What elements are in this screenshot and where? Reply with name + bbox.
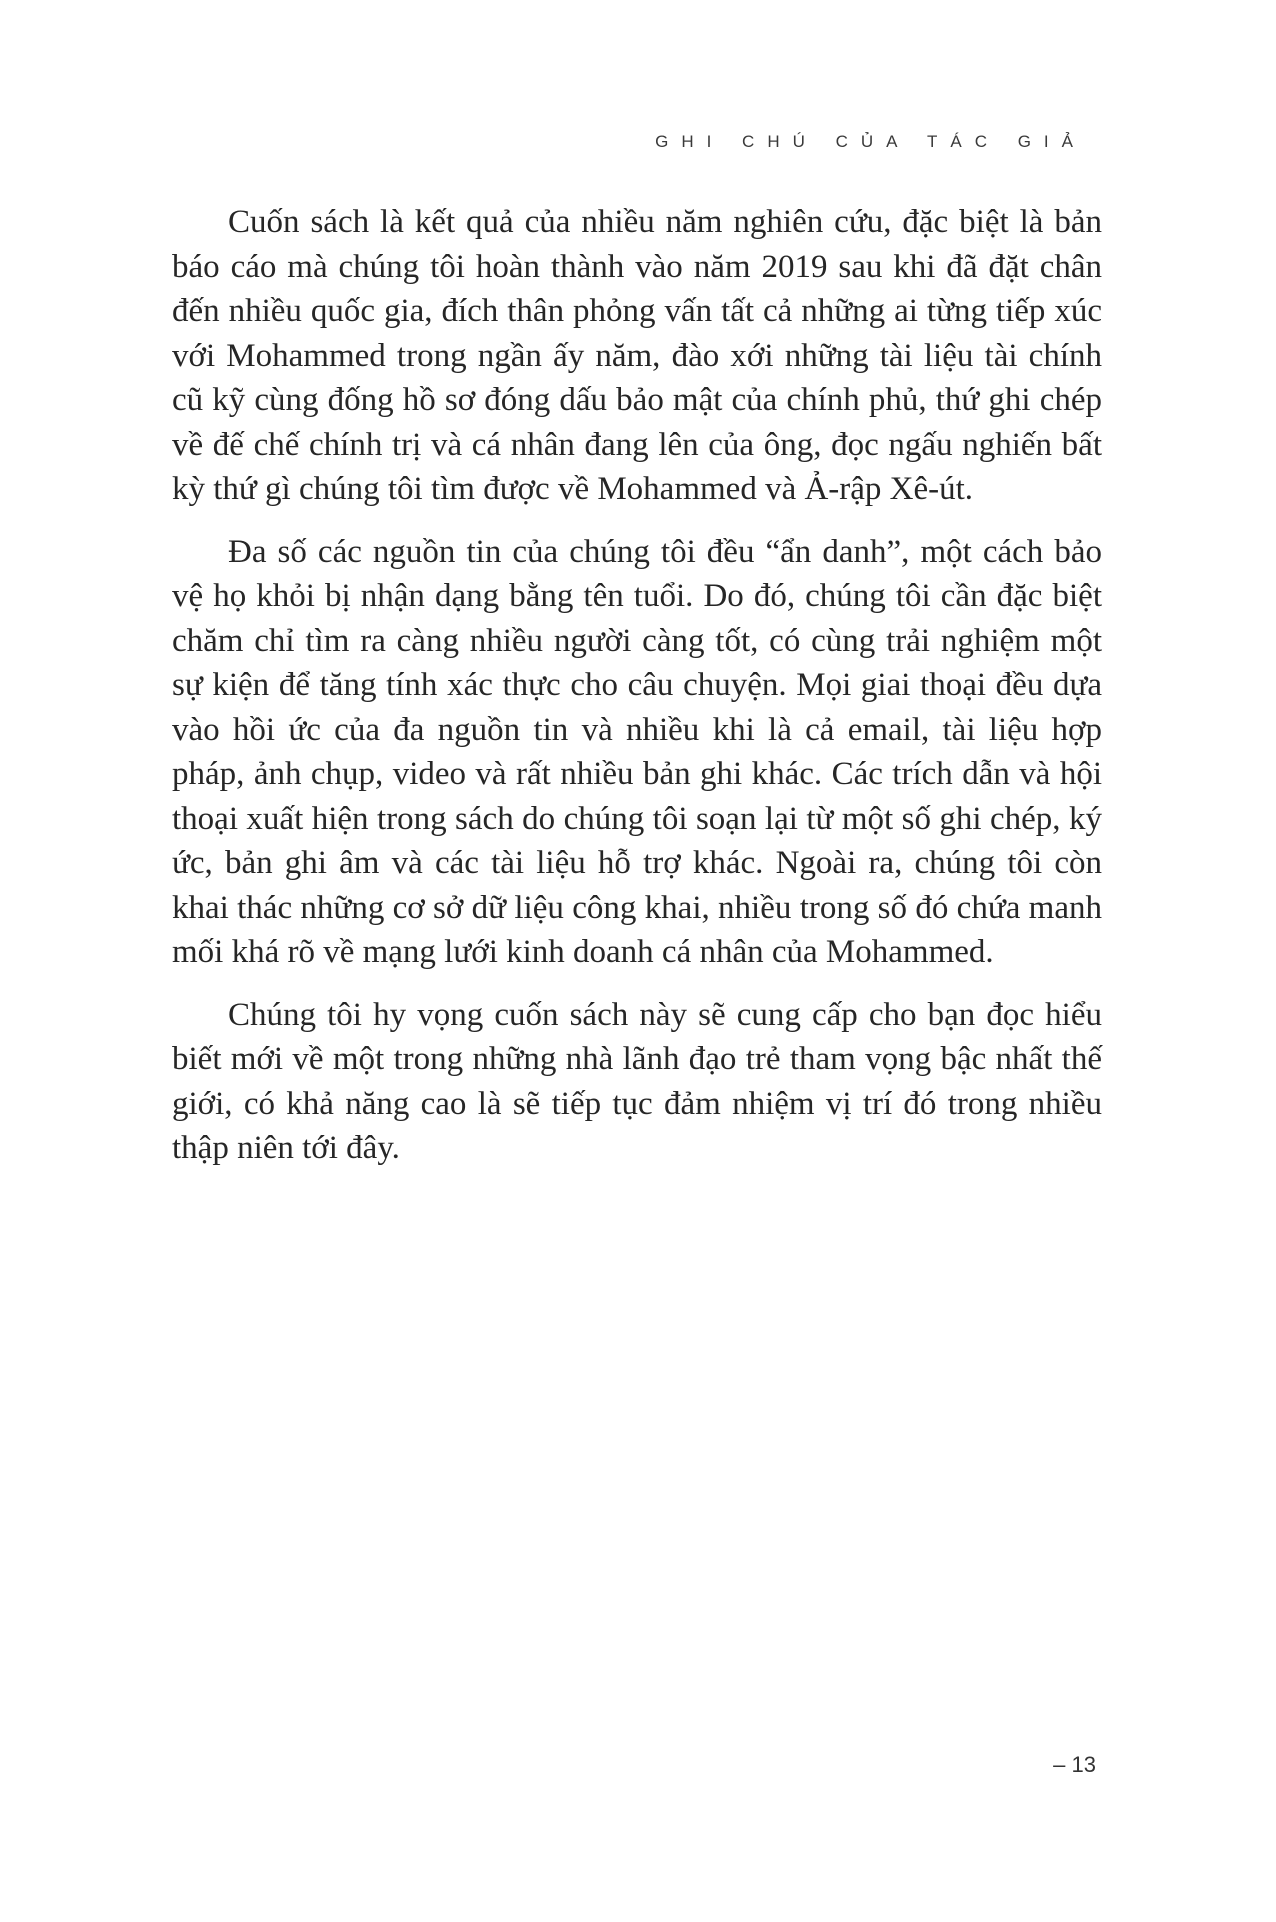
paragraph-1: Cuốn sách là kết quả của nhiều năm nghiên cứu, đặc biệt là bản báo cáo mà chúng tôi hoàn thành vào năm 2019 sau khi đã đặt chân đến nhiều quốc gia, đích thân phỏng vấn tất cả những ai từng tiếp xúc với Mohammed trong ngần ấy năm, đào xới những tài liệu tài chính cũ kỹ cùng đống hồ sơ đóng dấu bảo mật của chính phủ, thứ ghi chép về đế chế chính trị và cá nhân đang lên của ông, đọc ngấu nghiến bất kỳ thứ gì chúng tôi tìm được về Mohammed và Ả-rập Xê-út. bbox=[172, 204, 1102, 507]
paragraph-3: Chúng tôi hy vọng cuốn sách này sẽ cung cấp cho bạn đọc hiểu biết mới về một trong những nhà lãnh đạo trẻ tham vọng bậc nhất thế giới, có khả năng cao là sẽ tiếp tục đảm nhiệm vị trí đó trong nhiều thập niên tới đây. bbox=[172, 996, 1102, 1166]
body-text bbox=[172, 200, 1102, 1189]
running-header: GHI CHÚ CỦA TÁC GIẢ bbox=[655, 132, 1086, 151]
paragraph-2: Đa số các nguồn tin của chúng tôi đều “ẩn danh”, một cách bảo vệ họ khỏi bị nhận dạng bằng tên tuổi. Do đó, chúng tôi cần đặc biệt chăm chỉ tìm ra càng nhiều người càng tốt, có cùng trải nghiệm một sự kiện để tăng tính xác thực cho câu chuyện. Mọi giai thoại đều dựa vào hồi ức của đa nguồn tin và nhiều khi là cả email, tài liệu hợp pháp, ảnh chụp, video và rất nhiều bản ghi khác. Các trích dẫn và hội thoại xuất hiện trong sách do chúng tôi soạn lại từ một số ghi chép, ký ức, bản ghi âm và các tài liệu hỗ trợ khác. Ngoài ra, chúng tôi còn khai thác những cơ sở dữ liệu công khai, nhiều trong số đó chứa manh mối khá rõ về mạng lưới kinh doanh cá nhân của Mohammed. bbox=[172, 533, 1102, 970]
page-number: – 13 bbox=[1053, 1752, 1096, 1777]
